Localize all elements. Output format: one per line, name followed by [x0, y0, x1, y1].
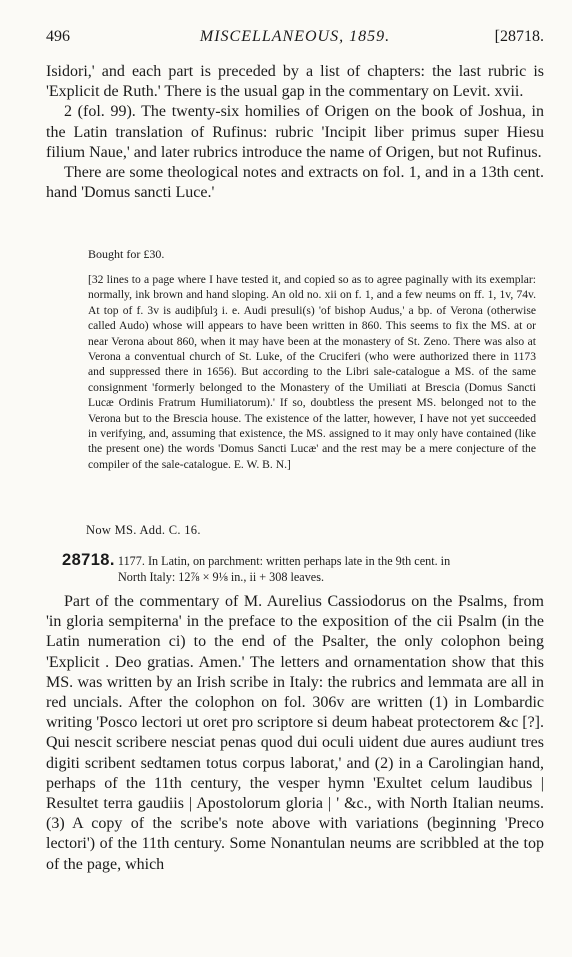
shelfmark: Now MS. Add. C. 16. [86, 523, 201, 537]
editorial-note [88, 272, 536, 472]
page-number: 496 [46, 28, 70, 45]
entry-line-2: North Italy: 12⅞ × 9⅛ in., ii + 308 leaves. [118, 570, 325, 584]
paragraph-notes: There are some theological notes and extracts on fol. 1, and in a 13th cent. hand 'Domus sancti Luce.' [46, 164, 544, 202]
description-text [46, 592, 544, 875]
running-title: MISCELLANEOUS, 1859. [199, 28, 391, 45]
running-header [46, 28, 544, 50]
paragraph-description: Part of the commentary of M. Aurelius Cassiodorus on the Psalms, from 'in gloria sempiterna' in the preface to the exposition of the cii Psalm (in the Latin numeration ci) to the end of the Psalter, the only colophon being 'Explicit . Deo gratias. Amen.' The letters and ornamentation show that this MS. was written by an Irish scribe in Italy: the rubrics and lemmata are all in red uncials. After the colophon on fol. 306v are written (1) in Lombardic writing 'Posco lectori ut oret pro scriptore si deum habeat protectorem &c [?]. Qui nescit scribere nesciat penas quod dui oculi uident due aures audiunt tres digiti scribent sedtamen totus corpus laborat,' and (2) in a Carolingian hand, perhaps of the 11th century, the vesper hymn 'Exultet celum laudibus | Resultet terra gaudiis | Apostolorum gloria | ' &c., with North Italian neums. (3) A copy of the scribe's note above with variations (beginning 'Preco lectori') of the 11th century. Some Nonantulan neums are scribbled at the top of the page, which [46, 593, 544, 873]
editorial-note-text: [32 lines to a page where I have tested it, and copied so as to agree paginally with its exemplar: normally, ink brown and hand sloping. An old no. xii on f. 1, and a few neums on ff. 1, 1v, 74v. At top of f. 3v is audiþſulȝ i. e. Audi presuli(s) 'of bishop Audus,' a bp. of Verona (otherwise called Audo) whose will appears to have been written in 860. This seems to fix the MS. at or near Verona about 860, when it may have been at the monastery of St. Zeno. There was also at Verona a conventual church of St. Luke, of the Cruciferi (who were authorized there in 1173 and suppressed there in 1656). But according to the Libri sale-catalogue a MS. of the same consignment 'formerly belonged to the Monastery of the Umiliati at Brescia (Domus Sancti Lucæ Ordinis Fratrum Humiliatorum).' If so, doubtless the present MS. belonged not to the Verona but to the Brescia house. The existence of the latter, however, I have not yet succeeded in verifying, and, assuming that existence, the MS. assigned to it may only have contained (like the present one) the words 'Domus Sancti Lucæ' and the rest may be a mere conjecture of the compiler of the sale-catalogue. E. W. B. N.] [88, 273, 536, 471]
entry-reference: [28718. [494, 28, 544, 45]
entry-heading [62, 552, 542, 585]
paragraph-origen: 2 (fol. 99). The twenty-six homilies of Origen on the book of Joshua, in the Latin translation of Rufinus: rubric 'Incipit liber primus super Hiesu filium Naue,' and later rubrics introduce the name of Origen, but not Rufinus. [46, 103, 544, 161]
entry-line-1: 1177. In Latin, on parchment: written perhaps late in the 9th cent. in [117, 554, 451, 568]
purchase-note: Bought for £30. [88, 247, 165, 261]
top-text [46, 62, 544, 203]
entry-number: 28718. [62, 551, 115, 569]
paragraph-chapters: Isidori,' and each part is preceded by a list of chapters: the last rubric is 'Explicit de Ruth.' There is the usual gap in the commentary on Levit. xvii. [46, 63, 544, 101]
